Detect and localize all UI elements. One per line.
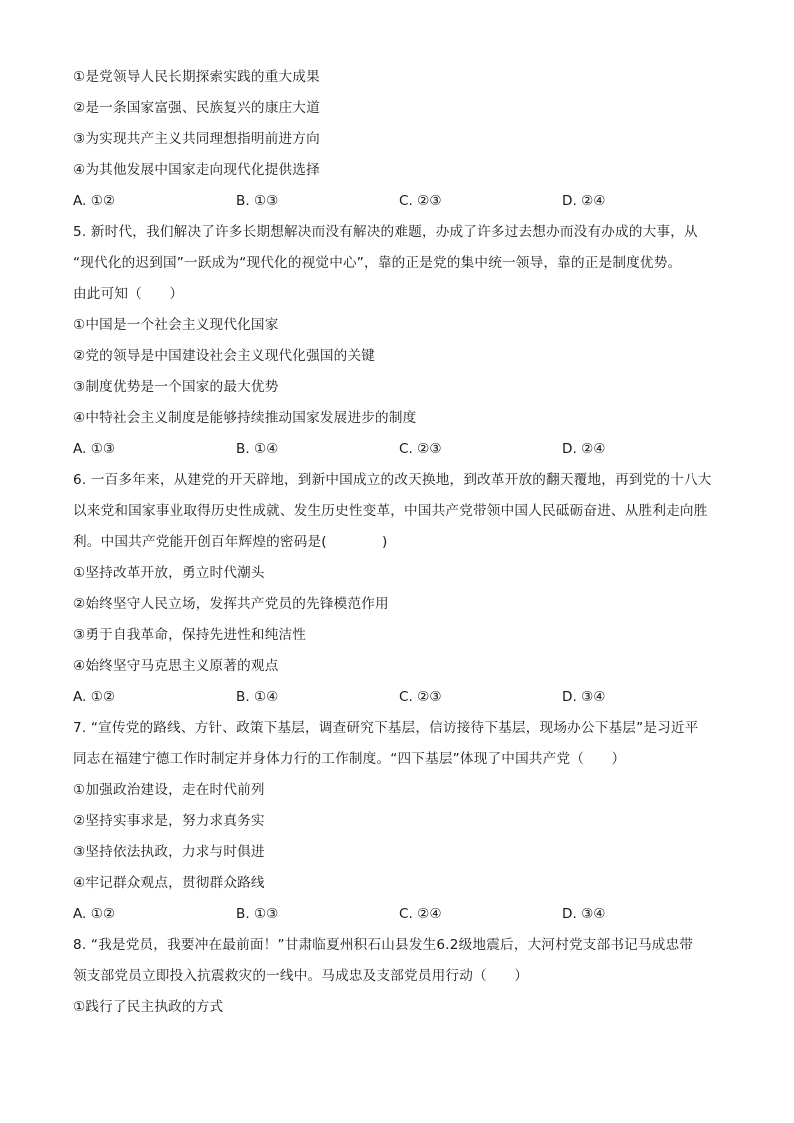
text-line: 由此可知（ ）	[73, 286, 184, 302]
text-line: 同志在福建宁德工作时制定并身体力行的工作制度。“四下基层”体现了中国共产党（ ）	[73, 751, 626, 767]
answer-options	[73, 434, 723, 465]
text-line: ③为实现共产主义共同理想指明前进方向	[73, 131, 320, 147]
text-line: ②是一条国家富强、民族复兴的康庄大道	[73, 100, 320, 116]
answer-option: A. ①②	[73, 689, 116, 705]
text-line: ①是党领导人民长期探索实践的重大成果	[73, 69, 320, 85]
text-line: 利。中国共产党能开创百年辉煌的密码是( )	[73, 534, 388, 550]
text-line: ④始终坚守马克思主义原著的观点	[73, 658, 279, 674]
answer-option: B. ①③	[236, 193, 279, 209]
answer-options	[73, 682, 723, 713]
text-line: 7. “宣传党的路线、方针、政策下基层，调查研究下基层，信访接待下基层，现场办公下基层”是习近平	[73, 720, 699, 736]
text-line: 6. 一百多年来，从建党的开天辟地，到新中国成立的改天换地，到改革开放的翻天覆地，再到党的十八大	[73, 472, 712, 488]
answer-option: A. ①②	[73, 193, 116, 209]
answer-options	[73, 186, 723, 217]
answer-option: B. ①④	[236, 441, 279, 457]
text-line: ③制度优势是一个国家的最大优势	[73, 379, 279, 395]
answer-option: A. ①③	[73, 441, 116, 457]
answer-options	[73, 899, 723, 930]
answer-option: C. ②③	[399, 193, 442, 209]
text-line: ④中特社会主义制度是能够持续推动国家发展进步的制度	[73, 410, 417, 426]
text-line: ①加强政治建设，走在时代前列	[73, 782, 265, 798]
text-line: ②坚持实事求是，努力求真务实	[73, 813, 265, 829]
answer-option: D. ③④	[562, 689, 606, 705]
answer-option: C. ②④	[399, 906, 442, 922]
answer-option: B. ①③	[236, 906, 279, 922]
text-line: ①中国是一个社会主义现代化国家	[73, 317, 279, 333]
document-body	[73, 62, 723, 1023]
answer-option: D. ③④	[562, 906, 606, 922]
answer-option: B. ①④	[236, 689, 279, 705]
answer-option: D. ②④	[562, 193, 606, 209]
text-line: 以来党和国家事业取得历史性成就、发生历史性变革，中国共产党带领中国人民砥砺奋进、从胜利走向胜	[73, 503, 708, 519]
text-line: 8. “我是党员，我要冲在最前面！”甘肃临夏州积石山县发生6.2级地震后，大河村党支部书记马成忠带	[73, 937, 694, 953]
answer-option: C. ②③	[399, 689, 442, 705]
answer-option: A. ①②	[73, 906, 116, 922]
text-line: ②始终坚守人民立场，发挥共产党员的先锋模范作用	[73, 596, 389, 612]
answer-option: C. ②③	[399, 441, 442, 457]
text-line: “现代化的迟到国”一跃成为“现代化的视觉中心”，靠的正是党的集中统一领导，靠的正是制度优势。	[73, 255, 682, 271]
text-line: ④为其他发展中国家走向现代化提供选择	[73, 162, 320, 178]
answer-option: D. ②④	[562, 441, 606, 457]
text-line: 领支部党员立即投入抗震救灾的一线中。马成忠及支部党员用行动（ ）	[73, 968, 529, 984]
text-line: ①坚持改革开放，勇立时代潮头	[73, 565, 265, 581]
text-line: ①践行了民主执政的方式	[73, 999, 224, 1015]
text-line: ③勇于自我革命，保持先进性和纯洁性	[73, 627, 307, 643]
text-line: ②党的领导是中国建设社会主义现代化强国的关键	[73, 348, 376, 364]
text-line: ④牢记群众观点，贯彻群众路线	[73, 875, 265, 891]
text-line: 5. 新时代，我们解决了许多长期想解决而没有解决的难题，办成了许多过去想办而没有办成的大事，从	[73, 224, 698, 240]
text-line: ③坚持依法执政，力求与时俱进	[73, 844, 265, 860]
